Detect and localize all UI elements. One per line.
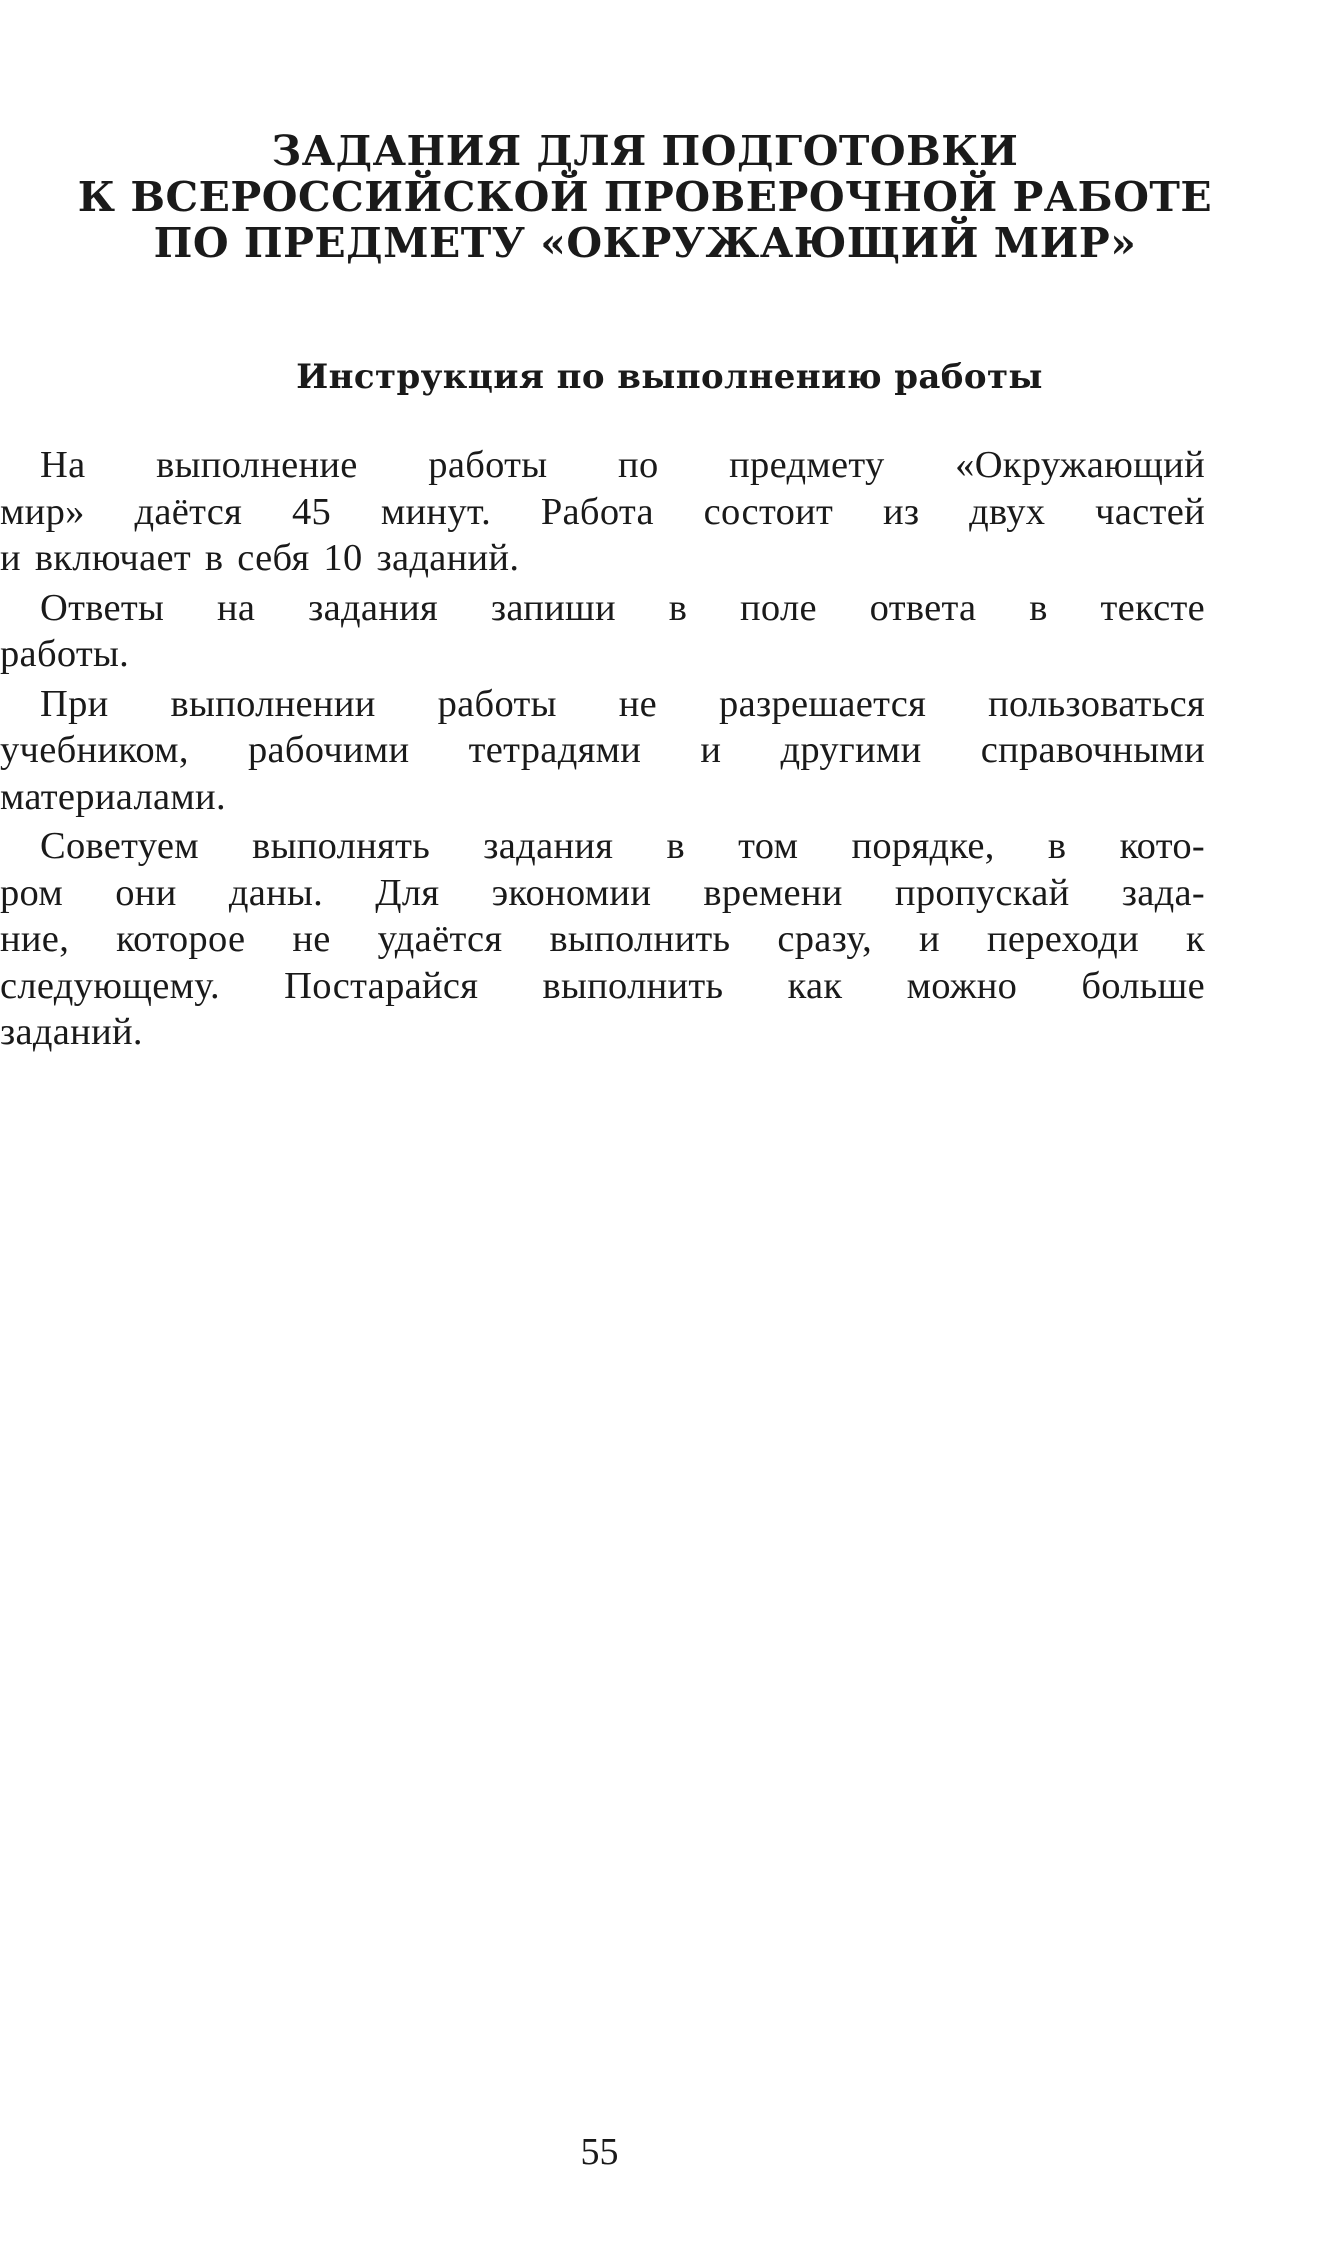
title-line: К ВСЕРОССИЙСКОЙ ПРОВЕРОЧНОЙ РАБОТЕ [77, 173, 1213, 221]
text-line: и включает в себя 10 заданий. [0, 537, 520, 579]
paragraph-materials [0, 681, 1205, 821]
text-line: Ответы на задания запиши в поле ответа в тексте [40, 586, 1205, 629]
text-line: Советуем выполнять задания в том порядке, в кото- [40, 825, 1205, 867]
text-line: ние, которое не удаётся выполнить сразу, и переходи к [0, 918, 1205, 960]
text-line: При выполнении работы не разрешается пользоваться [40, 682, 1205, 725]
instructions-heading: Инструкция по выполнению работы [296, 357, 1043, 397]
text-line: ром они даны. Для экономии времени пропускай зада- [0, 871, 1205, 914]
paragraph-answers [0, 585, 1205, 678]
instructions-body [0, 442, 1205, 1059]
paragraph-duration [0, 442, 1205, 582]
text-line: На выполнение работы по предмету «Окружающий [40, 444, 1205, 486]
title-line: ПО ПРЕДМЕТУ «ОКРУЖАЮЩИЙ МИР» [153, 219, 1137, 267]
text-line: работы. [0, 633, 130, 675]
text-line: мир» даётся 45 минут. Работа состоит из двух частей [0, 490, 1205, 533]
text-line: учебником, рабочими тетрадями и другими справочными [0, 729, 1205, 771]
text-line: следующему. Постарайся выполнить как можно больше [0, 964, 1205, 1007]
title-line: ЗАДАНИЯ ДЛЯ ПОДГОТОВКИ [271, 127, 1019, 175]
text-line: заданий. [0, 1011, 143, 1053]
text-line: материалами. [0, 775, 226, 818]
paragraph-advice [0, 823, 1205, 1056]
page-number: 55 [580, 2131, 619, 2173]
page-title [40, 128, 1250, 266]
